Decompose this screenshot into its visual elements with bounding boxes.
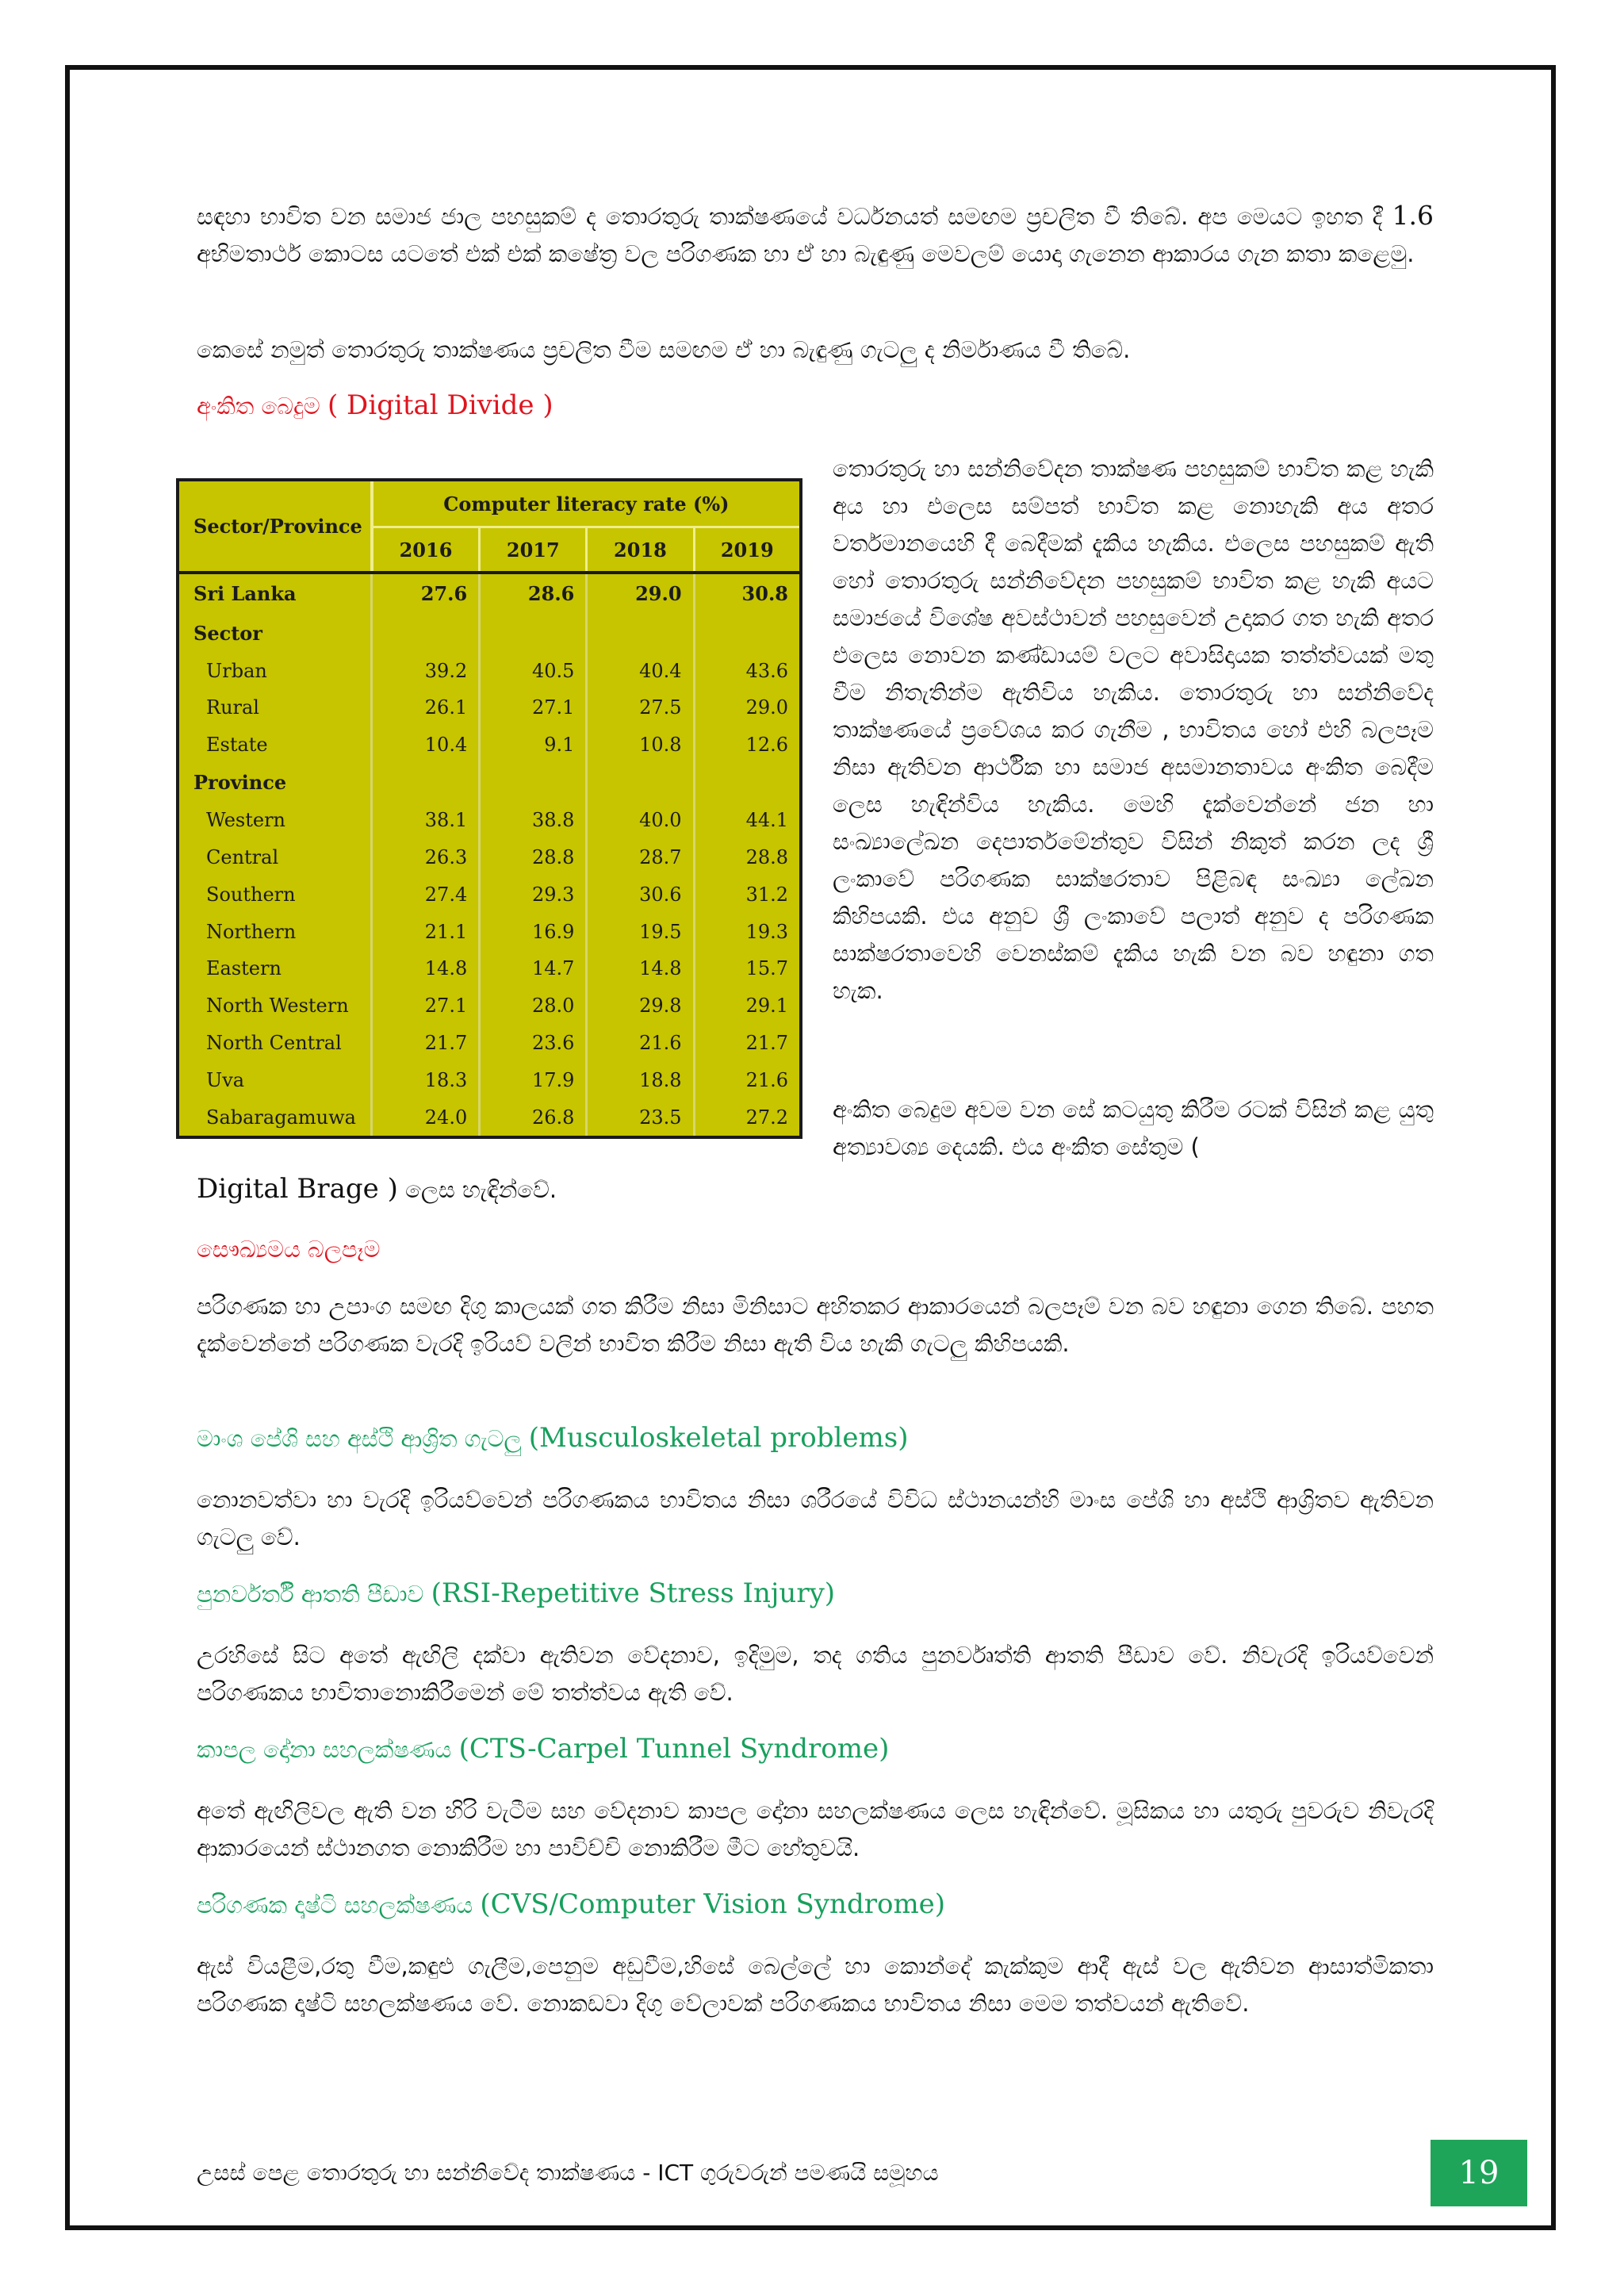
table-row: [179, 652, 799, 689]
table-cell: [372, 614, 480, 652]
table-year-header: 2018: [587, 527, 694, 573]
table-cell: 14.8: [372, 950, 480, 987]
computer-literacy-table: [176, 478, 802, 1139]
table-cell: 30.8: [694, 573, 799, 614]
table-title: Computer literacy rate (%): [372, 481, 799, 527]
table-cell: 27.5: [587, 689, 694, 726]
table-cell: 12.6: [694, 726, 799, 764]
table-row-label: Rural: [206, 696, 259, 719]
table-cell: 18.3: [372, 1061, 480, 1098]
table-cell: 27.1: [480, 689, 587, 726]
table-row: [179, 913, 799, 950]
digital-divide-body: තොරතුරු හා සන්නිවේදන තාක්ෂණ පහසුකම් භාවිත කළ හැකි අය හා එලෙස සම්පත් භාවිත කළ නොහැකි අය අතර වර්තමානයෙහි දී බෙදීමක් දැකිය හැකිය. එලෙස පහසුකම් ඇති හෝ තොරතුරු සන්නිවේදන පහසුකම් භාවිත කළ හැකි අයට සමාජයේ විශේෂ අවස්ථාවන් පහසුවෙන් උදාකර ගත හැකි අතර එලෙස නොවන කණ්ඩායම් වලට අවාසිදායක තත්ත්වයක් මතු වීම නිතැතින්ම ඇතිවිය හැකිය. තොරතුරු හා සන්නිවේද තාක්ෂණයේ ප්‍රවේශය කර ගැනීම , භාවිතය හෝ එහි බලපෑම නිසා ඇතිවන ආර්ථික හා සමාජ අසමානතාවය අංකිත බෙදීම ලෙස හැඳින්විය හැකිය. මෙහි දැක්වෙන්නේ ජන හා සංඛ්‍යාලේඛන දෙපාර්තමේන්තුව විසින් නිකුත් කරන ලද ශ්‍රී ලංකාවේ පරිගණක සාක්ෂරතාව පිළිබඳ සංඛ්‍යා ලේඛන කිහිපයකි. එය අනුව ශ්‍රී ලංකාවේ පලාත් අනුව ද පරිගණක සාක්ෂරතාවෙහි වෙනස්කම් දැකිය හැකි වන බව හඳුනා ගත හැක.: [833, 455, 1434, 1004]
table-cell: 38.8: [480, 802, 587, 839]
table-cell: 10.4: [372, 726, 480, 764]
table-cell: [372, 764, 480, 802]
table-cell: 27.2: [694, 1098, 799, 1136]
table-cell: [587, 764, 694, 802]
digital-bridge-paragraph: අංකිත බෙදුම අවම වන සේ කටයුතු කිරීම රටක් විසින් කළ යුතු අත්‍යාවශ්‍ය දෙයකි. එය අංකිත සේතුම (: [833, 1096, 1434, 1160]
table-year-header: 2016: [372, 527, 480, 573]
table-row: [179, 839, 799, 876]
table-row: [179, 1061, 799, 1098]
rsi-body: උරහිසේ සිට අතේ ඇඟිලි දක්වා ඇතිවන වේදනාව, ඉදිමුම, තද ගතිය පුනර්වෘත්ති ආතති පීඩාව වේ. නිවැරදි ඉරියව්වෙන් පරිගණකය භාවිතානොකිරීමෙන් මේ තත්ත්වය ඇති වේ.: [197, 1642, 1434, 1706]
table-row: [179, 573, 799, 614]
table-cell: 27.1: [372, 987, 480, 1025]
table-cell: 26.1: [372, 689, 480, 726]
digital-divide-heading: අංකිත බෙදුම ( Digital Divide ): [197, 389, 553, 421]
table-cell: [694, 764, 799, 802]
table-row: [179, 987, 799, 1025]
table-cell: 44.1: [694, 802, 799, 839]
table-row: [179, 1098, 799, 1136]
table-cell: 38.1: [372, 802, 480, 839]
table-cell: 30.6: [587, 876, 694, 913]
table-row-label: Northern: [206, 920, 297, 943]
table-cell: [694, 614, 799, 652]
table-cell: 23.6: [480, 1025, 587, 1062]
table-cell: 21.7: [372, 1025, 480, 1062]
table-row-label: North Central: [206, 1031, 342, 1054]
cts-body: අතේ ඇඟිලිවල ඇති වන හිරි වැටීම සහ වේදනාව කාපල දෝනා සහලක්ෂණය ලෙස හැඳින්වේ. මූසිකය හා යතුරු පුවරුව නිවැරදි ආකාරයෙන් ස්ථානගත නොකිරීම හා පාවිච්චි නොකිරීම මීට හේතුවයි.: [197, 1797, 1434, 1861]
table-row: [179, 802, 799, 839]
msk-body: නොනවත්වා හා වැරදි ඉරියව්වෙන් පරිගණකය භාවිතය නිසා ශරීරයේ විවිධ ස්ථානයන්හි මාංස පේශි හා අස්ථි ආශ්‍රිතව ඇතිවන ගැටලු වේ.: [197, 1486, 1434, 1550]
cvs-body: ඇස් වියළීම,රතු වීම,කඳුළු ගැලීම,පෙනුම අඩුවීම,හිසේ බෙල්ලේ හා කොන්දේ කැක්කුම ආදී ඇස් වල ඇතිවන ආසාත්මිකතා පරිගණක දෘෂ්ටි සහලක්ෂණය වේ. නොකඩවා දිගු වේලාවක් පරිගණකය භාවිතය නිසා මෙම තත්වයන් ඇතිවේ.: [197, 1953, 1434, 2017]
table-cell: 29.3: [480, 876, 587, 913]
table-cell: 26.3: [372, 839, 480, 876]
table-row-label: Central: [206, 846, 279, 869]
table-cell: 40.0: [587, 802, 694, 839]
table-cell: 14.7: [480, 950, 587, 987]
intro-paragraph: සඳහා භාවිත වන සමාජ ජාල පහසුකම් ද තොරතුරු තාක්ෂණයේ වර්ධනයත් සමඟම ප්‍රචලිත වී තිබේ. අප මෙයට ඉහත දී 1.6 අභිමතාර්ථ කොටස යටතේ එක් එක් කෂේත්‍ර වල පරිගණක හා ඒ හා බැඳුණු මෙවලම් යොදා ගැනෙන ආකාරය ගැන කතා කළෙමු.: [197, 200, 1434, 267]
table-cell: 19.5: [587, 913, 694, 950]
table-cell: 21.7: [694, 1025, 799, 1062]
table-row-label: Sri Lanka: [193, 582, 297, 606]
table-cell: 43.6: [694, 652, 799, 689]
table-cell: 28.8: [694, 839, 799, 876]
table-cell: 28.0: [480, 987, 587, 1025]
footer-text: උසස් පෙළ තොරතුරු හා සන්නිවේද තාක්ෂණය - ICT ගුරුවරුන් පමණයි සමූහය: [197, 2160, 939, 2186]
table-cell: 29.0: [694, 689, 799, 726]
table-cell: 15.7: [694, 950, 799, 987]
table-cell: 28.8: [480, 839, 587, 876]
table-cell: 23.5: [587, 1098, 694, 1136]
table-cell: 16.9: [480, 913, 587, 950]
table-cell: 29.0: [587, 573, 694, 614]
digital-bridge-continuation: Digital Brage ) ලෙස හැඳින්වේ.: [197, 1173, 557, 1205]
table-year-header: 2017: [480, 527, 587, 573]
health-heading: සෞඛ්‍යමය බලපෑම: [197, 1236, 381, 1263]
rsi-heading: පුනර්වර්තී ආතති පීඩාව (RSI-Repetitive Stress Injury): [197, 1577, 836, 1609]
table-corner-header: Sector/Province: [179, 481, 372, 573]
table-row-label: North Western: [206, 995, 349, 1018]
table-row-label: Province: [193, 771, 287, 795]
table-cell: 39.2: [372, 652, 480, 689]
table-cell: [480, 614, 587, 652]
intro-paragraph-2: කෙසේ නමුත් තොරතුරු තාක්ෂණය ප්‍රචලිත වීම සමඟම ඒ හා බැඳුණු ගැටලු ද නිර්මාණය වී තිබේ.: [197, 336, 1131, 363]
table-row: [179, 726, 799, 764]
table-row-label: Sector: [193, 621, 262, 645]
table-row-label: Uva: [206, 1068, 245, 1091]
table-cell: 18.8: [587, 1061, 694, 1098]
table-cell: 27.4: [372, 876, 480, 913]
table-cell: 28.7: [587, 839, 694, 876]
table-row-label: Urban: [206, 659, 267, 682]
cvs-heading: පරිගණක දෘෂ්ටි සහලක්ෂණය (CVS/Computer Vision Syndrome): [197, 1888, 946, 1920]
table-cell: 31.2: [694, 876, 799, 913]
table-cell: 19.3: [694, 913, 799, 950]
table-cell: 10.8: [587, 726, 694, 764]
table-row-label: Western: [206, 809, 286, 832]
table-row: [179, 876, 799, 913]
table-cell: 40.4: [587, 652, 694, 689]
table-cell: [587, 614, 694, 652]
table-cell: 40.5: [480, 652, 587, 689]
table-row-label: Estate: [206, 734, 268, 757]
table-row-label: Southern: [206, 883, 296, 906]
table-cell: 29.8: [587, 987, 694, 1025]
table-row: [179, 950, 799, 987]
table-cell: 29.1: [694, 987, 799, 1025]
table-cell: 24.0: [372, 1098, 480, 1136]
table-cell: 28.6: [480, 573, 587, 614]
table-cell: 14.8: [587, 950, 694, 987]
table-cell: 21.6: [694, 1061, 799, 1098]
msk-heading: මාංශ පේශි සහ අස්ථි ආශ්‍රිත ගැටලු (Musculoskeletal problems): [197, 1422, 909, 1454]
table-cell: 17.9: [480, 1061, 587, 1098]
health-intro: පරිගණක හා උපාංග සමඟ දිගු කාලයක් ගත කිරීම නිසා මිනිසාට අහිතකර ආකාරයෙන් බලපෑම් වන බව හඳුනා ගෙන තිබේ. පහත දැක්වෙන්නේ පරිගණක වැරදි ඉරියව් වලින් භාවිත කිරීම නිසා ඇති විය හැකි ගැටලු කිහිපයකි.: [197, 1293, 1434, 1357]
table-cell: 9.1: [480, 726, 587, 764]
table-row-label: Eastern: [206, 957, 282, 980]
table-row: [179, 1025, 799, 1062]
table-row-label: Sabaragamuwa: [206, 1106, 356, 1129]
page-number: 19: [1431, 2140, 1527, 2206]
table-cell: [480, 764, 587, 802]
table-cell: 26.8: [480, 1098, 587, 1136]
table-row: [179, 614, 799, 652]
cts-heading: කාපල දෝනා සහලක්ෂණය (CTS-Carpel Tunnel Syndrome): [197, 1733, 890, 1765]
table-cell: 21.6: [587, 1025, 694, 1062]
table-row: [179, 764, 799, 802]
table-year-header: 2019: [694, 527, 799, 573]
table-cell: 27.6: [372, 573, 480, 614]
table-row: [179, 689, 799, 726]
table-cell: 21.1: [372, 913, 480, 950]
